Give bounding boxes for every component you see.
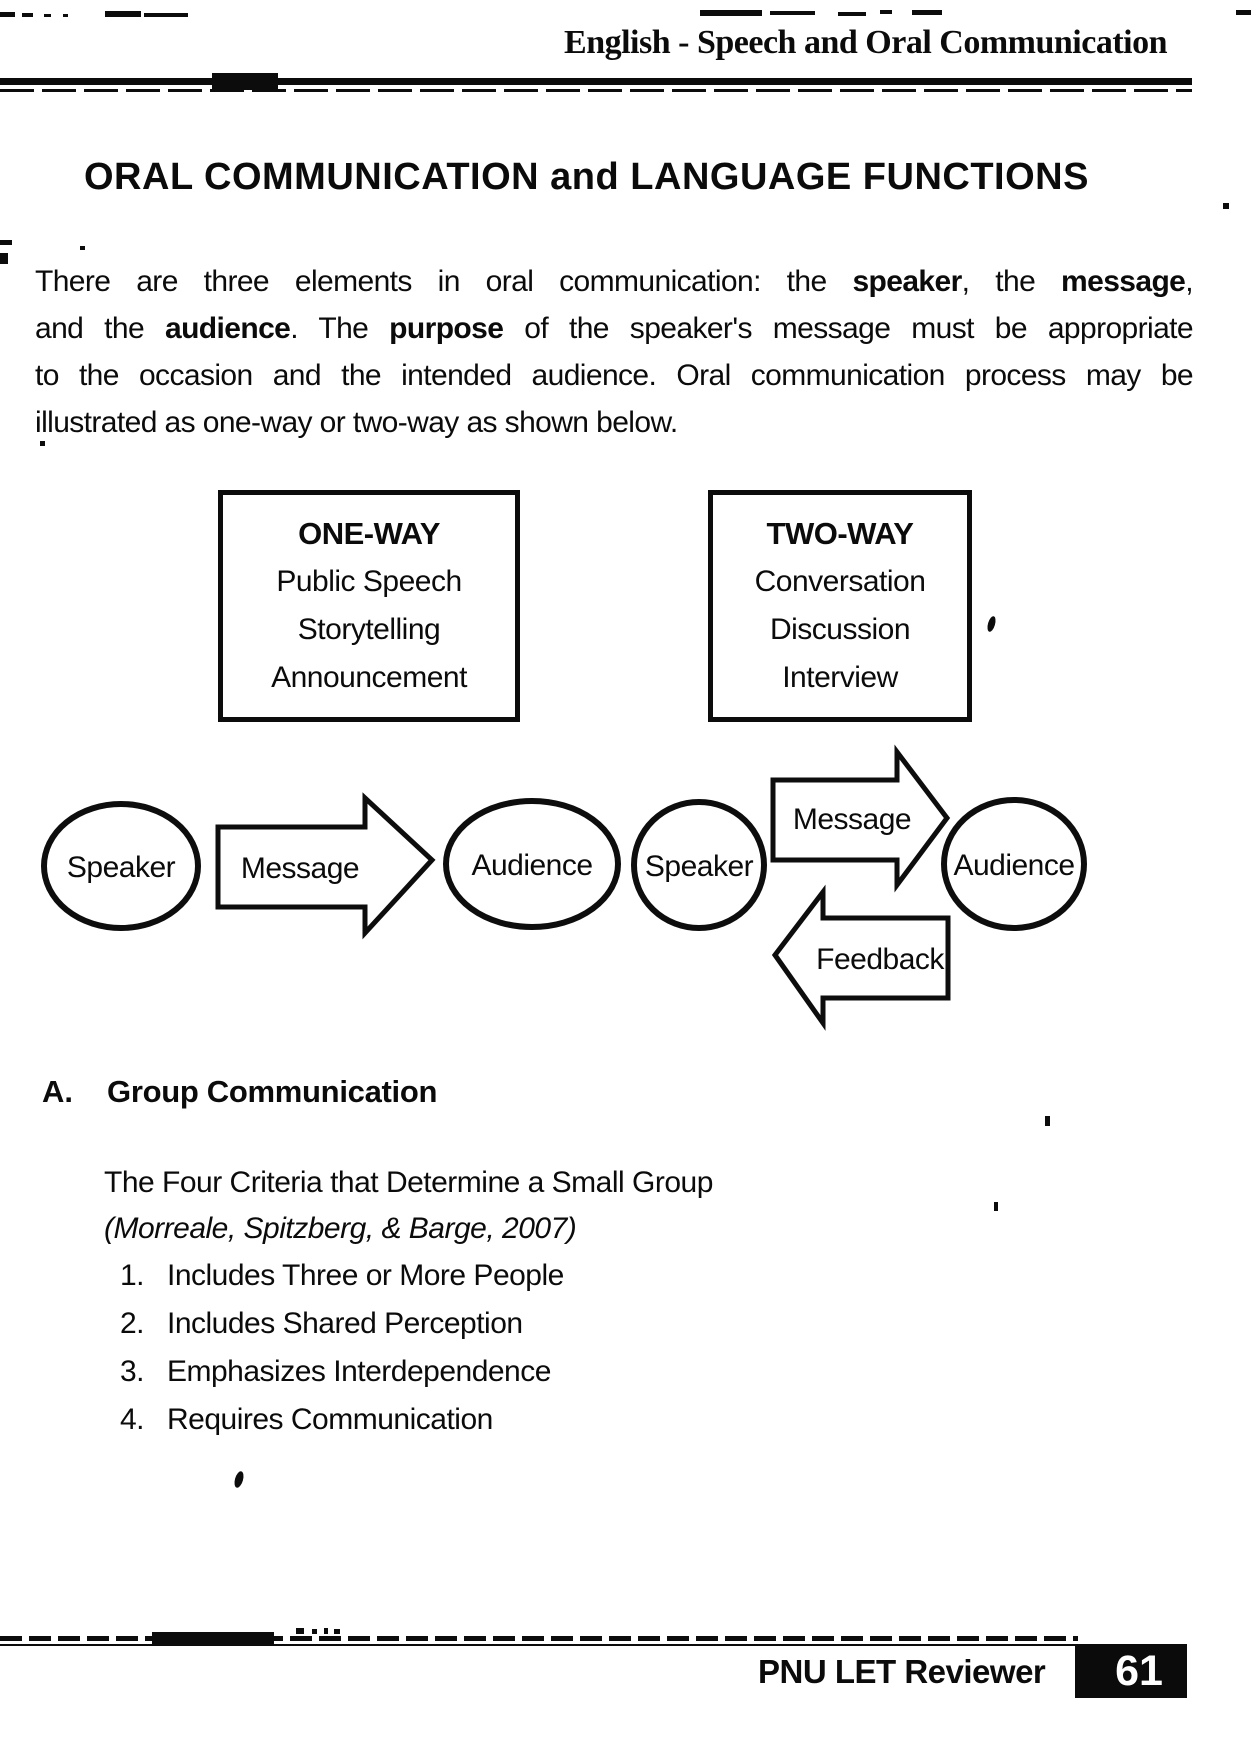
two-way-box-item: Conversation	[754, 565, 926, 598]
page-number-badge	[1075, 1644, 1187, 1698]
header-rule-dashed	[0, 89, 1192, 92]
scan-artifact	[0, 12, 15, 17]
scan-artifact	[324, 1628, 328, 1634]
list-item	[120, 1396, 564, 1444]
list-item	[120, 1348, 564, 1396]
scan-artifact	[63, 14, 68, 17]
feedback-label: Feedback	[816, 943, 944, 976]
list-item	[120, 1252, 564, 1300]
two-way-box-item: Interview	[782, 661, 898, 694]
list-item-number: 2.	[120, 1307, 145, 1340]
scan-artifact	[144, 13, 188, 17]
one-way-box	[218, 490, 520, 722]
scan-artifact	[0, 240, 12, 245]
list-item-text: Emphasizes Interdependence	[167, 1355, 551, 1388]
scan-artifact	[770, 11, 815, 15]
intro-line: and the audience. The purpose of the speaker's message must be appropriate	[35, 312, 1193, 345]
communication-flow-diagram	[0, 735, 1251, 1045]
list-item	[120, 1300, 564, 1348]
two-way-box-item: Discussion	[769, 613, 911, 646]
message-label: Message	[792, 803, 912, 836]
section-label: A.	[42, 1074, 73, 1109]
criteria-list	[120, 1252, 564, 1444]
scan-artifact	[1045, 1116, 1050, 1126]
scan-artifact	[312, 1629, 317, 1634]
scan-artifact	[80, 246, 85, 250]
list-item-number: 3.	[120, 1355, 145, 1388]
scan-artifact	[40, 441, 45, 446]
intro-paragraph	[35, 258, 1193, 446]
scan-artifact	[700, 10, 762, 16]
one-way-box-item: Announcement	[271, 661, 467, 694]
one-way-box-item: Storytelling	[297, 613, 441, 646]
intro-line: to the occasion and the intended audience. Oral communication process may be	[35, 359, 1193, 392]
scan-artifact	[0, 253, 8, 264]
list-item-text: Includes Shared Perception	[167, 1307, 523, 1340]
scan-artifact	[334, 1629, 340, 1634]
citation: (Morreale, Spitzberg, & Barge, 2007)	[104, 1212, 577, 1245]
scan-artifact	[212, 73, 278, 90]
footer-title: PNU LET Reviewer	[758, 1653, 1046, 1690]
scan-artifact	[22, 13, 33, 17]
one-way-box-item: Public Speech	[276, 565, 462, 598]
scan-artifact	[880, 10, 892, 14]
speaker-label: Speaker	[644, 850, 754, 883]
two-way-box-title: TWO-WAY	[766, 516, 914, 551]
header-rule	[0, 78, 1192, 85]
scan-artifact	[1223, 203, 1229, 209]
scan-artifact	[105, 11, 141, 17]
scan-artifact	[152, 1632, 274, 1645]
page-title: ORAL COMMUNICATION and LANGUAGE FUNCTIONS	[84, 156, 1089, 198]
two-way-box	[708, 490, 972, 722]
intro-line: illustrated as one-way or two-way as shown below.	[35, 406, 678, 439]
message-label: Message	[240, 852, 360, 885]
page-header-title: English - Speech and Oral Communication	[564, 24, 1167, 61]
list-item-number: 1.	[120, 1259, 145, 1292]
scan-artifact	[233, 1470, 245, 1489]
scan-artifact	[986, 615, 997, 632]
intro-line: There are three elements in oral communication: the speaker, the message,	[35, 265, 1193, 298]
audience-label: Audience	[471, 849, 593, 882]
scan-artifact	[296, 1628, 304, 1634]
scan-artifact	[838, 12, 866, 16]
scan-artifact	[44, 14, 51, 17]
speaker-label: Speaker	[66, 851, 176, 884]
section-subheading: The Four Criteria that Determine a Small Group	[104, 1166, 713, 1199]
scan-artifact	[1236, 10, 1251, 15]
list-item-text: Includes Three or More People	[167, 1259, 564, 1292]
one-way-box-title: ONE-WAY	[298, 516, 440, 551]
page-number: 61	[1115, 1646, 1163, 1695]
list-item-number: 4.	[120, 1403, 145, 1436]
scan-artifact	[994, 1202, 998, 1211]
scan-artifact	[912, 10, 942, 15]
section-heading: Group Communication	[107, 1074, 438, 1109]
audience-label: Audience	[953, 849, 1075, 882]
list-item-text: Requires Communication	[167, 1403, 493, 1436]
